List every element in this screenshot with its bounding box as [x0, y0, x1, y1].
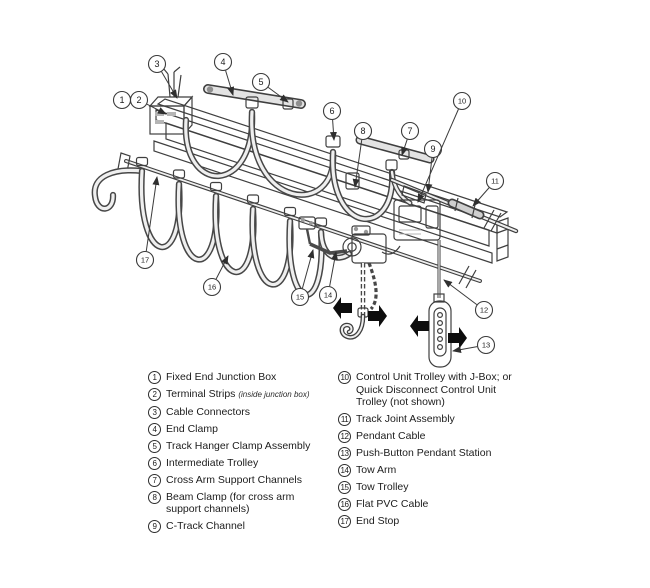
callout-number: 10	[457, 96, 467, 106]
legend-item-16	[338, 498, 514, 511]
legend-column-right	[338, 371, 514, 532]
arrow-left-icon	[333, 297, 352, 319]
legend-item-3	[148, 406, 334, 419]
legend-label: Cross Arm Support Channels	[166, 473, 302, 486]
legend-item-11	[338, 413, 514, 426]
legend-number-icon: 17	[338, 515, 351, 528]
callout-leader	[333, 120, 334, 140]
callout-number: 4	[220, 57, 226, 67]
intermediate-trolley	[326, 136, 340, 147]
callout-number: 13	[481, 340, 491, 350]
legend-number-icon: 8	[148, 491, 161, 504]
callout-number: 17	[140, 255, 150, 265]
callout-leader	[453, 347, 477, 351]
legend-number-icon: 5	[148, 440, 161, 453]
legend-item-8	[148, 491, 334, 516]
push-button-pendant-station	[429, 294, 451, 367]
terminal-strip	[155, 120, 164, 124]
legend-label: Intermediate Trolley	[166, 456, 259, 469]
legend-item-4	[148, 423, 334, 436]
pendant-button	[438, 313, 443, 318]
legend-number-icon: 4	[148, 423, 161, 436]
legend-item-14	[338, 464, 514, 477]
legend-label: End Stop	[356, 514, 400, 527]
legend-item-10	[338, 371, 514, 409]
callout-number: 1	[119, 95, 125, 105]
legend-note: (inside junction box)	[238, 390, 310, 399]
legend-number-icon: 14	[338, 464, 351, 477]
legend-number-icon: 10	[338, 371, 351, 384]
callout-leader	[302, 250, 313, 288]
legend-label: Track Joint Assembly	[356, 412, 455, 425]
pendant-button	[438, 337, 443, 342]
legend-label: Pendant Cable	[356, 429, 426, 442]
legend-item-17	[338, 515, 514, 528]
legend-item-15	[338, 481, 514, 494]
track-joint-assembly	[452, 198, 480, 218]
legend-label: Push-Button Pendant Station	[356, 446, 492, 459]
callout-6	[324, 103, 341, 141]
callout-number: 6	[329, 106, 335, 116]
tow-arm	[310, 244, 347, 253]
legend-number-icon: 3	[148, 406, 161, 419]
callout-number: 14	[323, 290, 333, 300]
callout-9	[425, 141, 442, 193]
legend-item-1	[148, 371, 334, 384]
legend-label: Tow Arm	[356, 463, 397, 476]
pendant-button	[438, 345, 443, 350]
legend-number-icon: 1	[148, 371, 161, 384]
legend-item-9	[148, 520, 334, 533]
legend-label: C-Track Channel	[166, 519, 245, 532]
pendant-button	[438, 321, 443, 326]
legend-item-7	[148, 474, 334, 487]
legend-label: Tow Trolley	[356, 480, 409, 493]
legend-item-5	[148, 440, 334, 453]
callout-number: 15	[295, 292, 305, 302]
intermediate-trolley	[386, 160, 397, 170]
callout-number: 7	[407, 126, 413, 136]
legend-number-icon: 16	[338, 498, 351, 511]
legend-label: End Clamp	[166, 422, 218, 435]
legend-label: Control Unit Trolley with J-Box; or Quick Disconnect Control Unit Trolley (not shown)	[356, 371, 512, 408]
legend-number-icon: 2	[148, 388, 161, 401]
terminal-strip	[167, 112, 176, 116]
legend-item-13	[338, 447, 514, 460]
legend-number-icon: 7	[148, 474, 161, 487]
legend-column-left	[148, 371, 334, 537]
end-clamp	[207, 86, 213, 92]
legend-number-icon: 13	[338, 447, 351, 460]
legend-item-12	[338, 430, 514, 443]
callout-1	[114, 92, 131, 109]
callout-number: 3	[154, 59, 160, 69]
legend-item-2	[148, 388, 334, 402]
legend-number-icon: 11	[338, 413, 351, 426]
callout-number: 9	[430, 144, 436, 154]
legend-label: Cable Connectors	[166, 405, 251, 418]
legend-label: Beam Clamp (for cross arm support channels)	[166, 490, 295, 515]
callout-11	[473, 173, 504, 207]
legend-label: Flat PVC Cable	[356, 497, 429, 510]
legend-label: Track Hanger Clamp Assembly	[166, 439, 311, 452]
callout-number: 16	[207, 282, 217, 292]
pendant-button	[438, 329, 443, 334]
i-beam-track	[154, 96, 508, 263]
travel-arrows	[333, 297, 467, 349]
legend-item-6	[148, 457, 334, 470]
callout-number: 12	[479, 305, 489, 315]
legend-number-icon: 9	[148, 520, 161, 533]
arrow-left-icon	[410, 315, 429, 337]
callout-number: 8	[360, 126, 366, 136]
callout-8	[355, 123, 372, 188]
legend-label: Fixed End Junction Box	[166, 371, 277, 383]
callout-number: 5	[258, 77, 264, 87]
legend-number-icon: 15	[338, 481, 351, 494]
legend-number-icon: 6	[148, 457, 161, 470]
callout-number: 11	[491, 176, 499, 186]
callout-leader	[444, 280, 477, 305]
callout-3	[149, 56, 178, 99]
legend-label: Terminal Strips (inside junction box)	[166, 388, 310, 400]
end-clamp	[296, 100, 302, 106]
callout-number: 2	[136, 95, 142, 105]
legend-number-icon: 12	[338, 430, 351, 443]
